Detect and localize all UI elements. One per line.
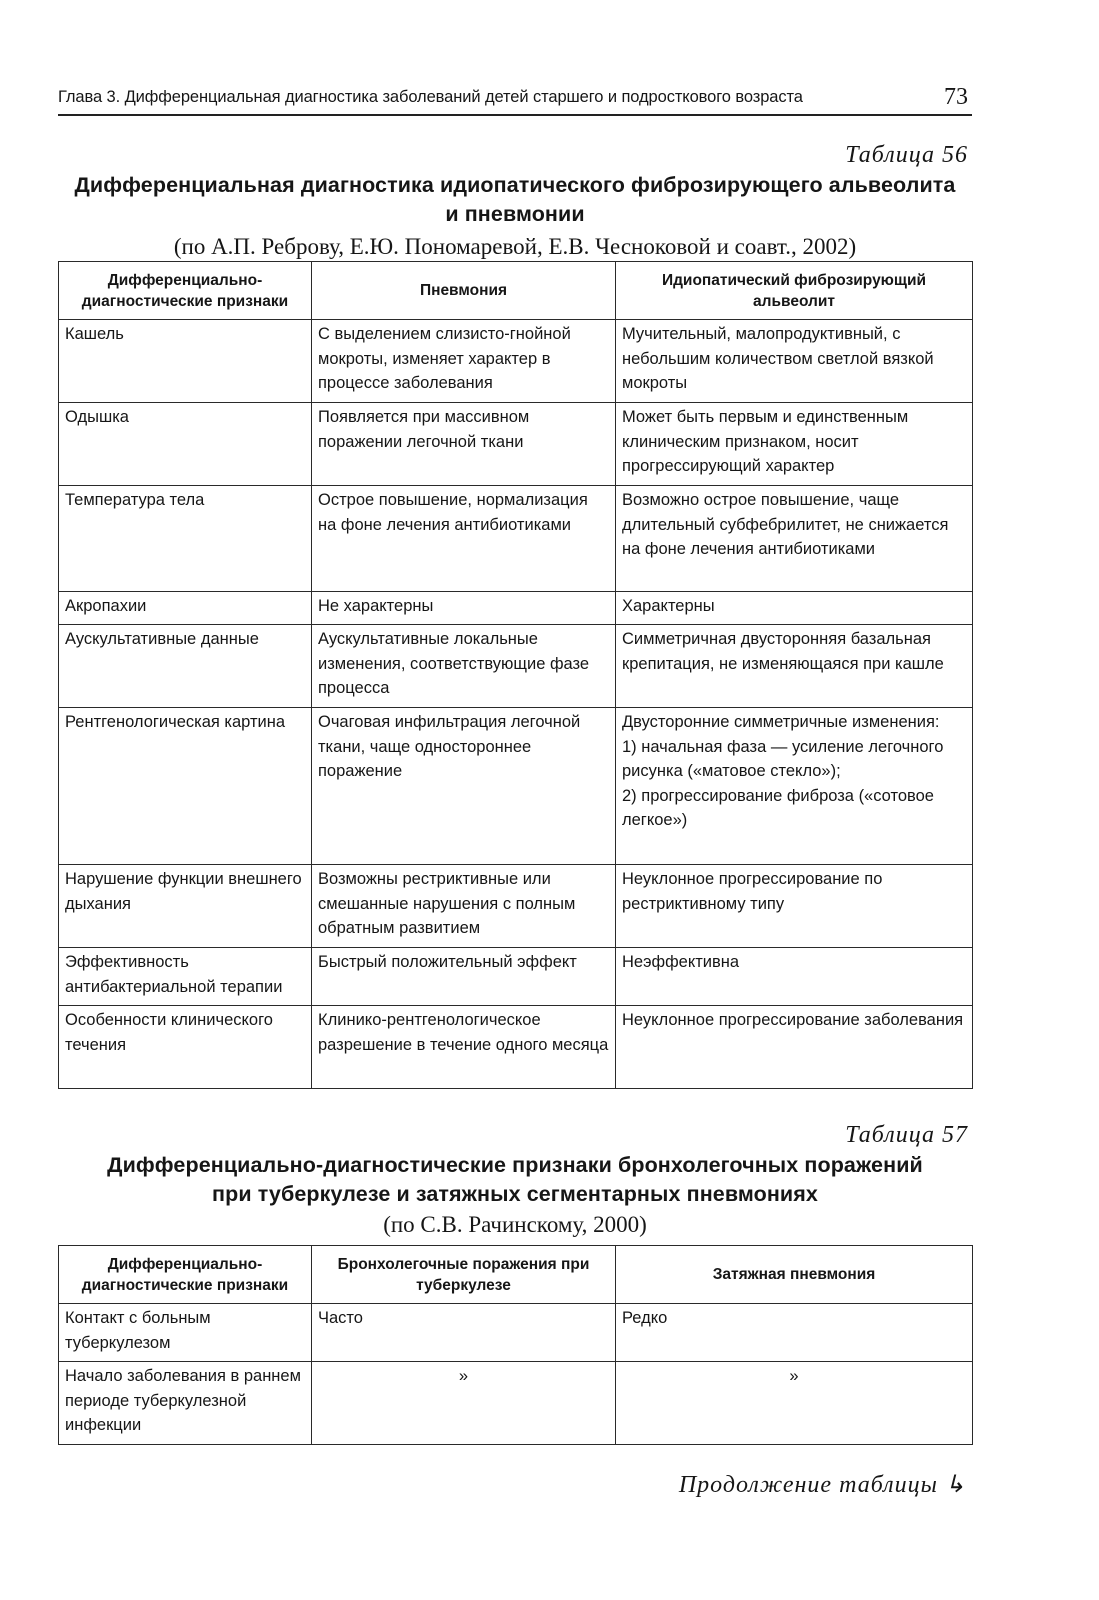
table57-header-cell: Бронхолегочные поражения при туберкулезе <box>312 1246 616 1304</box>
table-row <box>59 1006 973 1089</box>
table56-title <box>58 171 972 229</box>
table-cell: Контакт с больным туберкулезом <box>59 1304 312 1362</box>
table-cell: Неуклонное прогрессирование по рестриктивному типу <box>616 865 973 948</box>
table-row <box>59 1304 973 1362</box>
table-row <box>59 403 973 486</box>
table-cell: Характерны <box>616 592 973 625</box>
table-cell: Может быть первым и единственным клиническим признаком, носит прогрессирующий характер <box>616 403 973 486</box>
table-cell: Очаговая инфильтрация легочной ткани, чаще одностороннее поражение <box>312 708 616 865</box>
table-row <box>59 1362 973 1445</box>
table-cell: Нарушение функции внешнего дыхания <box>59 865 312 948</box>
table56-header-cell: Идиопатический фиброзирующий альвеолит <box>616 262 973 320</box>
table57-title <box>58 1151 972 1209</box>
table-row <box>59 486 973 592</box>
continued-note: Продолжение таблицы ↳ <box>678 1472 966 1498</box>
table56-header-cell: Дифференциально-диагностические признаки <box>59 262 312 320</box>
table-cell: Не характерны <box>312 592 616 625</box>
table57-source: (по С.В. Рачинскому, 2000) <box>383 1212 647 1237</box>
table-cell: Быстрый положительный эффект <box>312 948 616 1006</box>
table56-block <box>58 142 972 1089</box>
ditto-mark: » <box>616 1362 973 1445</box>
chapter-title: Глава 3. Дифференциальная диагностика заболеваний детей старшего и подросткового возраста <box>58 88 803 106</box>
table-cell: Острое повышение, нормализация на фоне лечения антибиотиками <box>312 486 616 592</box>
table57-title-line1: Дифференциально-диагностические признаки бронхолегочных поражений <box>107 1153 923 1177</box>
table-cell: Мучительный, малопродуктивный, с небольшим количеством светлой вязкой мокроты <box>616 320 973 403</box>
table56-caption: Таблица 56 <box>845 142 968 168</box>
table-cell: Появляется при массивном поражении легочной ткани <box>312 403 616 486</box>
table-row <box>59 592 973 625</box>
table57-header-cell: Дифференциально-диагностические признаки <box>59 1246 312 1304</box>
table-cell: Аускультативные данные <box>59 625 312 708</box>
table-cell: Редко <box>616 1304 973 1362</box>
table-cell: Особенности клинического течения <box>59 1006 312 1089</box>
table57-header-row <box>59 1246 973 1304</box>
table-cell: Аускультативные локальные изменения, соответствующие фазе процесса <box>312 625 616 708</box>
table-cell: С выделением слизисто-гнойной мокроты, изменяет характер в процессе заболевания <box>312 320 616 403</box>
ditto-mark: » <box>312 1362 616 1445</box>
table-cell: Клинико-рентгенологическое разрешение в течение одного месяца <box>312 1006 616 1089</box>
table-cell: Эффективность антибактериальной терапии <box>59 948 312 1006</box>
table56-header-cell: Пневмония <box>312 262 616 320</box>
table-cell: Одышка <box>59 403 312 486</box>
table-cell: Двусторонние симметричные изменения: 1) начальная фаза — усиление легочного рисунка («матовое стекло»); 2) прогрессирование фиброза («сотовое легкое») <box>616 708 973 865</box>
table-cell: Неуклонное прогрессирование заболевания <box>616 1006 973 1089</box>
table-cell: Кашель <box>59 320 312 403</box>
table-cell: Акропахии <box>59 592 312 625</box>
table-row <box>59 625 973 708</box>
table-cell: Начало заболевания в раннем периоде туберкулезной инфекции <box>59 1362 312 1445</box>
table56-source: (по А.П. Реброву, Е.Ю. Пономаревой, Е.В. Чесноковой и соавт., 2002) <box>173 234 857 259</box>
table56-title-line2: и пневмонии <box>445 202 585 226</box>
table-row <box>59 708 973 865</box>
table57-block <box>58 1122 972 1445</box>
table56-header-row <box>59 262 973 320</box>
table56-title-line1: Дифференциальная диагностика идиопатического фиброзирующего альвеолита <box>74 173 956 197</box>
table-cell: Часто <box>312 1304 616 1362</box>
table-cell: Рентгенологическая картина <box>59 708 312 865</box>
page-number: 73 <box>944 84 968 110</box>
table-cell: Возможны рестриктивные или смешанные нарушения с полным обратным развитием <box>312 865 616 948</box>
table-cell: Симметричная двусторонняя базальная крепитация, не изменяющаяся при кашле <box>616 625 973 708</box>
table-row <box>59 865 973 948</box>
table57-caption: Таблица 57 <box>845 1122 968 1148</box>
table57-header-cell: Затяжная пневмония <box>616 1246 973 1304</box>
table-cell: Неэффективна <box>616 948 973 1006</box>
table-cell: Температура тела <box>59 486 312 592</box>
running-header <box>58 84 972 116</box>
table57 <box>58 1245 973 1445</box>
table-cell: Возможно острое повышение, чаще длительный субфебрилитет, не снижается на фоне лечения антибиотиками <box>616 486 973 592</box>
table-row <box>59 320 973 403</box>
table-row <box>59 948 973 1006</box>
table56 <box>58 261 973 1089</box>
table57-title-line2: при туберкулезе и затяжных сегментарных пневмониях <box>212 1182 818 1206</box>
